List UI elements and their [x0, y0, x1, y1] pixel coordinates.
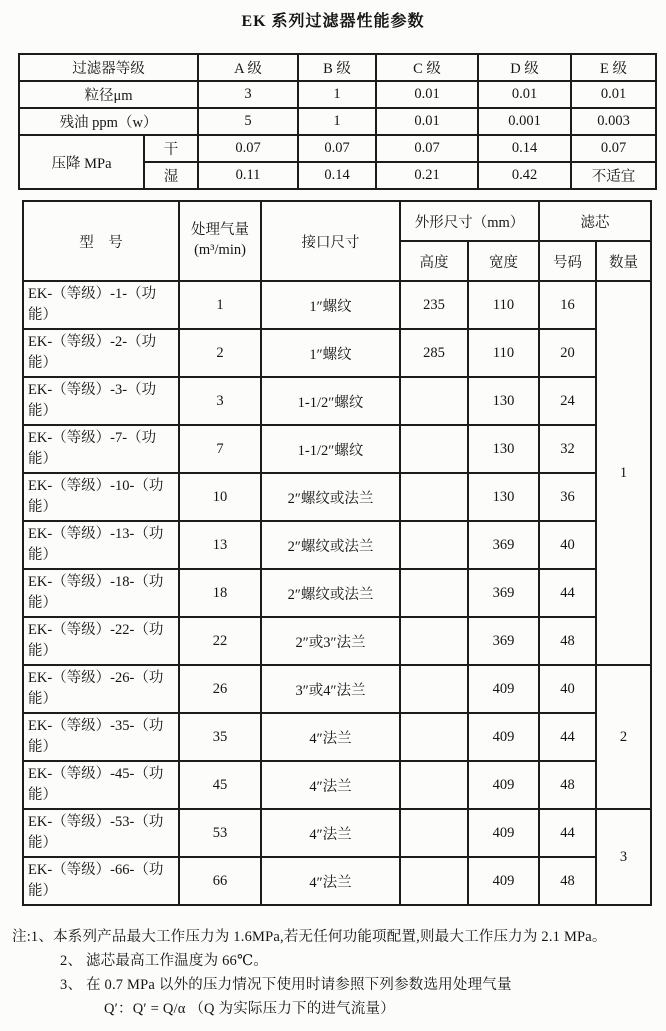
residual-oil-label: 残油 ppm（w）: [19, 108, 198, 135]
height-cell: [400, 761, 468, 809]
interface-cell: 1-1/2″螺纹: [261, 425, 400, 473]
airflow-cell: 53: [179, 809, 261, 857]
cell-value: 1: [298, 108, 376, 135]
interface-cell: 2″螺纹或法兰: [261, 521, 400, 569]
number-cell: 44: [539, 569, 596, 617]
number-cell: 48: [539, 761, 596, 809]
model-cell: EK-（等级）-2-（功能）: [23, 329, 179, 377]
airflow-cell: 7: [179, 425, 261, 473]
note-2: 2、 滤芯最高工作温度为 66℃。: [60, 952, 269, 969]
width-cell: 130: [468, 473, 539, 521]
model-cell: EK-（等级）-22-（功能）: [23, 617, 179, 665]
model-cell: EK-（等级）-53-（功能）: [23, 809, 179, 857]
height-cell: 235: [400, 281, 468, 329]
model-cell: EK-（等级）-26-（功能）: [23, 665, 179, 713]
note-1: 注:1、本系列产品最大工作压力为 1.6MPa,若无任何功能项配置,则最大工作压力为 2.1 MPa。: [12, 929, 607, 945]
table-row: [23, 617, 651, 665]
interface-column-header: 接口尺寸: [261, 201, 400, 281]
table-row: [19, 81, 656, 108]
particle-size-label: 粒径μm: [19, 81, 198, 108]
model-cell: EK-（等级）-3-（功能）: [23, 377, 179, 425]
interface-cell: 1″螺纹: [261, 329, 400, 377]
airflow-cell: 66: [179, 857, 261, 905]
table-row: [23, 857, 651, 905]
cell-value: 不适宜: [571, 162, 656, 189]
model-spec-table: [22, 200, 652, 906]
airflow-cell: 22: [179, 617, 261, 665]
airflow-cell: 18: [179, 569, 261, 617]
model-cell: EK-（等级）-18-（功能）: [23, 569, 179, 617]
width-cell: 130: [468, 377, 539, 425]
table-row: [23, 569, 651, 617]
model-cell: EK-（等级）-1-（功能）: [23, 281, 179, 329]
airflow-cell: 10: [179, 473, 261, 521]
interface-cell: 2″螺纹或法兰: [261, 473, 400, 521]
cell-value: 0.07: [571, 135, 656, 162]
wet-label: 湿: [144, 162, 198, 189]
table-row: [23, 425, 651, 473]
page-title: EK 系列过滤器性能参数: [241, 13, 425, 30]
header-row: [23, 201, 651, 241]
model-cell: EK-（等级）-10-（功能）: [23, 473, 179, 521]
grade-d-header: D 级: [478, 54, 571, 81]
footnotes: [12, 930, 664, 1026]
height-cell: [400, 857, 468, 905]
cell-value: 0.01: [571, 81, 656, 108]
quantity-cell: 3: [596, 809, 651, 905]
width-cell: 369: [468, 521, 539, 569]
table-row: [23, 713, 651, 761]
height-cell: [400, 809, 468, 857]
number-cell: 40: [539, 521, 596, 569]
height-cell: [400, 425, 468, 473]
airflow-column-header: [179, 201, 261, 281]
height-cell: 285: [400, 329, 468, 377]
number-cell: 20: [539, 329, 596, 377]
note-3: 3、 在 0.7 MPa 以外的压力情况下使用时请参照下列参数选用处理气量: [60, 976, 512, 993]
table-row: [19, 54, 656, 81]
width-cell: 409: [468, 713, 539, 761]
table-row: [23, 521, 651, 569]
width-cell: 409: [468, 665, 539, 713]
cell-value: 0.01: [478, 81, 571, 108]
height-cell: [400, 473, 468, 521]
airflow-cell: 35: [179, 713, 261, 761]
quantity-column-header: 数量: [596, 241, 651, 281]
quantity-cell: 1: [596, 281, 651, 665]
pressure-drop-label: 压降 MPa: [19, 135, 144, 189]
airflow-header-line2: (m³/min): [194, 242, 246, 258]
airflow-cell: 45: [179, 761, 261, 809]
interface-cell: 2″或3″法兰: [261, 617, 400, 665]
number-cell: 32: [539, 425, 596, 473]
model-cell: EK-（等级）-45-（功能）: [23, 761, 179, 809]
interface-cell: 4″法兰: [261, 809, 400, 857]
cell-value: 0.001: [478, 108, 571, 135]
cell-value: 0.01: [376, 81, 478, 108]
height-cell: [400, 569, 468, 617]
number-column-header: 号码: [539, 241, 596, 281]
table-row: [23, 761, 651, 809]
airflow-cell: 1: [179, 281, 261, 329]
cell-value: 0.003: [571, 108, 656, 135]
width-cell: 110: [468, 281, 539, 329]
cell-value: 0.14: [298, 162, 376, 189]
width-column-header: 宽度: [468, 241, 539, 281]
height-cell: [400, 617, 468, 665]
performance-table: [18, 53, 657, 190]
number-cell: 16: [539, 281, 596, 329]
interface-cell: 1″螺纹: [261, 281, 400, 329]
interface-cell: 1-1/2″螺纹: [261, 377, 400, 425]
width-cell: 369: [468, 617, 539, 665]
interface-cell: 4″法兰: [261, 713, 400, 761]
interface-cell: 4″法兰: [261, 761, 400, 809]
interface-cell: 2″螺纹或法兰: [261, 569, 400, 617]
cell-value: 1: [298, 81, 376, 108]
airflow-cell: 26: [179, 665, 261, 713]
table-row: [23, 329, 651, 377]
width-cell: 110: [468, 329, 539, 377]
height-cell: [400, 713, 468, 761]
note-4: Q′：Q′ = Q/α （Q 为实际压力下的进气流量）: [104, 1000, 395, 1017]
table-row: [23, 377, 651, 425]
quantity-cell: 2: [596, 665, 651, 809]
filter-element-group-header: 滤芯: [539, 201, 651, 241]
width-cell: 409: [468, 857, 539, 905]
airflow-header-line1: 处理气量: [191, 222, 249, 239]
cell-value: 0.42: [478, 162, 571, 189]
grade-b-header: B 级: [298, 54, 376, 81]
cell-value: 0.01: [376, 108, 478, 135]
table-row: [23, 665, 651, 713]
interface-cell: 4″法兰: [261, 857, 400, 905]
table-row: [23, 473, 651, 521]
width-cell: 369: [468, 569, 539, 617]
model-column-header: 型 号: [23, 201, 179, 281]
width-cell: 409: [468, 809, 539, 857]
number-cell: 24: [539, 377, 596, 425]
number-cell: 48: [539, 857, 596, 905]
number-cell: 40: [539, 665, 596, 713]
width-cell: 409: [468, 761, 539, 809]
model-cell: EK-（等级）-35-（功能）: [23, 713, 179, 761]
height-cell: [400, 377, 468, 425]
model-cell: EK-（等级）-7-（功能）: [23, 425, 179, 473]
cell-value: 5: [198, 108, 298, 135]
table-row: [23, 809, 651, 857]
table-row: [19, 135, 656, 162]
number-cell: 48: [539, 617, 596, 665]
grade-e-header: E 级: [571, 54, 656, 81]
number-cell: 44: [539, 809, 596, 857]
height-cell: [400, 665, 468, 713]
cell-value: 0.07: [376, 135, 478, 162]
airflow-cell: 13: [179, 521, 261, 569]
table-row: [23, 281, 651, 329]
dimensions-group-header: 外形尺寸（mm）: [400, 201, 539, 241]
interface-cell: 3″或4″法兰: [261, 665, 400, 713]
height-column-header: 高度: [400, 241, 468, 281]
model-cell: EK-（等级）-66-（功能）: [23, 857, 179, 905]
number-cell: 44: [539, 713, 596, 761]
width-cell: 130: [468, 425, 539, 473]
number-cell: 36: [539, 473, 596, 521]
cell-value: 0.07: [198, 135, 298, 162]
cell-value: 0.07: [298, 135, 376, 162]
cell-value: 0.11: [198, 162, 298, 189]
grade-c-header: C 级: [376, 54, 478, 81]
grade-a-header: A 级: [198, 54, 298, 81]
table-row: [19, 108, 656, 135]
model-cell: EK-（等级）-13-（功能）: [23, 521, 179, 569]
grade-header-label: 过滤器等级: [19, 54, 198, 81]
cell-value: 0.21: [376, 162, 478, 189]
dry-label: 干: [144, 135, 198, 162]
cell-value: 0.14: [478, 135, 571, 162]
height-cell: [400, 521, 468, 569]
cell-value: 3: [198, 81, 298, 108]
airflow-cell: 3: [179, 377, 261, 425]
airflow-cell: 2: [179, 329, 261, 377]
